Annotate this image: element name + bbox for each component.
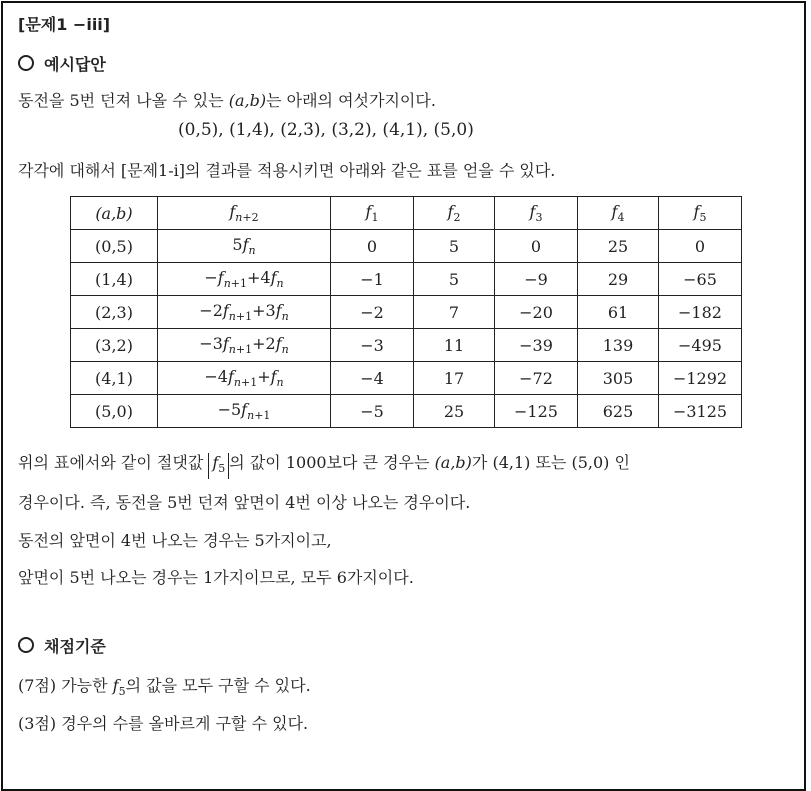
cell-f5: −495: [659, 329, 742, 362]
cell-f5: −182: [659, 296, 742, 329]
problem-title: [문제1 −iii]: [18, 15, 111, 34]
cell-ab: (3,2): [71, 329, 158, 362]
cell-f3: 0: [495, 230, 578, 263]
cell-recurrence: $5f_n$: [158, 230, 331, 263]
cell-recurrence: $-f_{n+1}+4f_n$: [158, 263, 331, 296]
cell-f1: −5: [331, 395, 414, 428]
cell-f4: 29: [578, 263, 659, 296]
conclusion-line-4: 앞면이 5번 나오는 경우는 1가지이므로, 모두 6가지이다.: [18, 568, 414, 587]
cell-f4: 305: [578, 362, 659, 395]
cell-f3: −125: [495, 395, 578, 428]
cell-f3: −20: [495, 296, 578, 329]
cell-ab: (2,3): [71, 296, 158, 329]
cell-recurrence: $-4f_{n+1}+f_n$: [158, 362, 331, 395]
header-f1: $f_1$: [331, 197, 414, 230]
cell-f5: −3125: [659, 395, 742, 428]
cell-f5: 0: [659, 230, 742, 263]
conclusion-p1b: 의 값이 1000보다 큰 경우는: [229, 453, 430, 472]
intro-after: 는 아래의 여섯가지이다.: [266, 91, 436, 110]
cell-f4: 25: [578, 230, 659, 263]
cell-f2: 17: [414, 362, 495, 395]
cell-f3: −72: [495, 362, 578, 395]
cell-ab: (0,5): [71, 230, 158, 263]
answer-heading: [18, 52, 106, 75]
cell-ab: (1,4): [71, 263, 158, 296]
cell-f4: 139: [578, 329, 659, 362]
cell-ab: (5,0): [71, 395, 158, 428]
cell-f2: 11: [414, 329, 495, 362]
intro-text: [18, 88, 436, 111]
header-recurrence: $f_{n+2}$: [158, 197, 331, 230]
conclusion-line-1: [18, 450, 630, 479]
conclusion-math-ab: (a,b): [434, 453, 472, 472]
intro-math: (a,b): [228, 91, 267, 110]
circle-bullet-icon: [18, 55, 34, 71]
cell-f1: −2: [331, 296, 414, 329]
results-table: [70, 196, 742, 428]
cell-recurrence: $-5f_{n+1}$: [158, 395, 331, 428]
cell-f2: 7: [414, 296, 495, 329]
conclusion-line-2: 경우이다. 즉, 동전을 5번 던져 앞면이 4번 이상 나오는 경우이다.: [18, 493, 471, 512]
grading-item-1a: (7점) 가능한: [18, 676, 108, 695]
table-header-row: [71, 197, 742, 230]
conclusion-p1a: 위의 표에서와 같이 절댓값: [18, 453, 204, 472]
cell-f5: −1292: [659, 362, 742, 395]
cell-recurrence: $-2f_{n+1}+3f_n$: [158, 296, 331, 329]
conclusion-line-3: 동전의 앞면이 4번 나오는 경우는 5가지이고,: [18, 531, 332, 550]
cell-f2: 25: [414, 395, 495, 428]
table-row: [71, 263, 742, 296]
table-row: [71, 362, 742, 395]
header-f5: $f_5$: [659, 197, 742, 230]
header-f3: $f_3$: [495, 197, 578, 230]
table-row: [71, 296, 742, 329]
cell-f1: −3: [331, 329, 414, 362]
table-row: [71, 230, 742, 263]
header-f2: $f_2$: [414, 197, 495, 230]
cell-f2: 5: [414, 263, 495, 296]
cell-f4: 61: [578, 296, 659, 329]
answer-heading-label: 예시답안: [44, 55, 106, 74]
cell-f4: 625: [578, 395, 659, 428]
header-f4: $f_4$: [578, 197, 659, 230]
cell-ab: (4,1): [71, 362, 158, 395]
cell-recurrence: $-3f_{n+1}+2f_n$: [158, 329, 331, 362]
grading-item-1: (7점) 가능한 $f_5$의 값을 모두 구할 수 있다.: [18, 676, 311, 698]
cell-f3: −39: [495, 329, 578, 362]
table-row: [71, 329, 742, 362]
cell-f1: 0: [331, 230, 414, 263]
conclusion-p1c: 가 (4,1) 또는 (5,0) 인: [471, 453, 630, 472]
pairs-list: (0,5), (1,4), (2,3), (3,2), (4,1), (5,0): [178, 120, 474, 140]
grading-heading: [18, 634, 106, 657]
cell-f2: 5: [414, 230, 495, 263]
intro-before: 동전을 5번 던져 나올 수 있는: [18, 91, 224, 110]
circle-bullet-icon: [18, 637, 34, 653]
abs-f5: $f_5$: [208, 453, 229, 479]
cell-f5: −65: [659, 263, 742, 296]
cell-f3: −9: [495, 263, 578, 296]
grading-item-2: (3점) 경우의 수를 올바르게 구할 수 있다.: [18, 714, 309, 733]
grading-item-1b: 의 값을 모두 구할 수 있다.: [125, 676, 311, 695]
table-row: [71, 395, 742, 428]
grading-heading-label: 채점기준: [44, 637, 106, 656]
table-intro: 각각에 대해서 [문제1-i]의 결과를 적용시키면 아래와 같은 표를 얻을 수 있다.: [18, 161, 556, 180]
cell-f1: −4: [331, 362, 414, 395]
header-ab: (a,b): [71, 197, 158, 230]
cell-f1: −1: [331, 263, 414, 296]
